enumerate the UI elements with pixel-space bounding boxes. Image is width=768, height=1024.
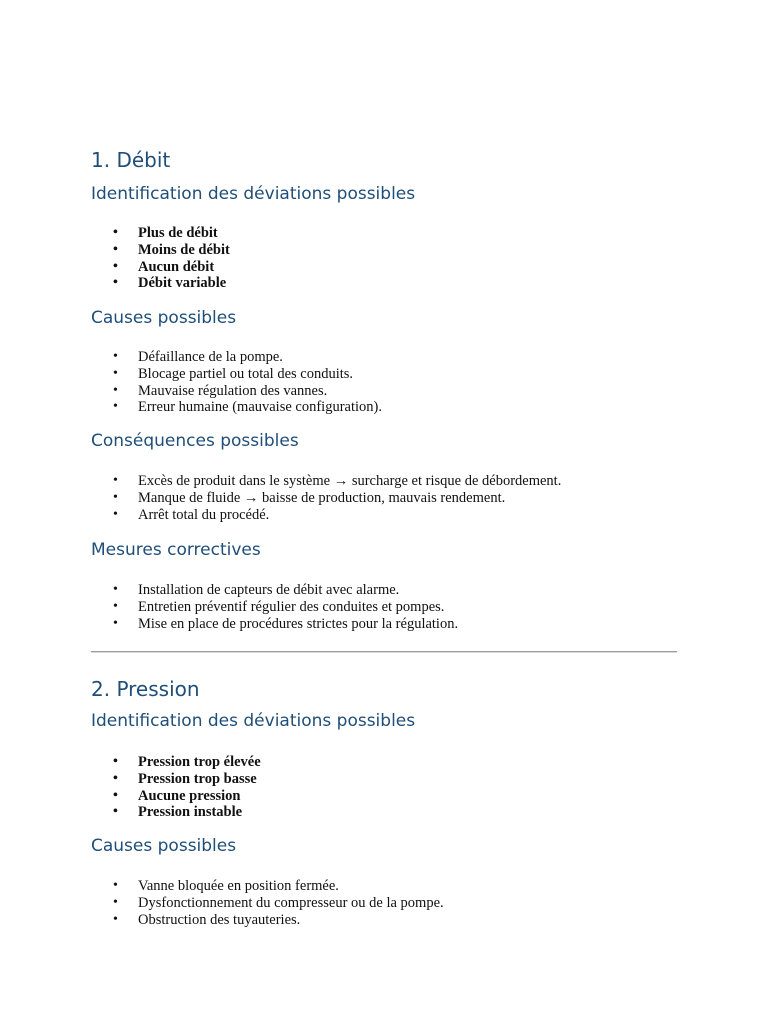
heading-measures: Mesures correctives (91, 540, 261, 560)
list-item: • Obstruction des tuyauteries. (91, 912, 444, 929)
list-item: • Arrêt total du procédé. (91, 507, 561, 524)
list-item: • Vanne bloquée en position fermée. (91, 878, 444, 895)
list-item: • Excès de produit dans le système → surcharge et risque de débordement. (91, 473, 561, 490)
list-item: • Installation de capteurs de débit avec alarme. (91, 582, 458, 599)
horizontal-divider (91, 651, 677, 653)
list-item: • Débit variable (91, 275, 230, 292)
heading-causes: Causes possibles (91, 836, 237, 856)
consequences-list (91, 473, 561, 523)
section-title-debit: 1. Débit (91, 148, 171, 172)
list-item: • Manque de fluide → baisse de production, mauvais rendement. (91, 490, 561, 507)
list-item: • Mise en place de procédures strictes pour la régulation. (91, 616, 458, 633)
list-item: • Défaillance de la pompe. (91, 349, 382, 366)
list-item: • Pression instable (91, 804, 261, 821)
heading-deviations: Identification des déviations possibles (91, 711, 416, 731)
deviations-list (91, 754, 261, 821)
causes-list (91, 878, 444, 928)
measures-list (91, 582, 458, 632)
heading-consequences: Conséquences possibles (91, 431, 299, 451)
heading-causes: Causes possibles (91, 308, 237, 328)
list-item: • Pression trop élevée (91, 754, 261, 771)
section-title-pression: 2. Pression (91, 677, 200, 701)
list-item: • Plus de débit (91, 225, 230, 242)
list-item: • Mauvaise régulation des vannes. (91, 383, 382, 400)
list-item: • Aucun débit (91, 259, 230, 276)
list-item: • Entretien préventif régulier des conduites et pompes. (91, 599, 458, 616)
list-item: • Blocage partiel ou total des conduits. (91, 366, 382, 383)
list-item: • Aucune pression (91, 788, 261, 805)
list-item: • Dysfonctionnement du compresseur ou de la pompe. (91, 895, 444, 912)
deviations-list (91, 225, 230, 292)
heading-deviations: Identification des déviations possibles (91, 184, 416, 204)
list-item: • Moins de débit (91, 242, 230, 259)
causes-list (91, 349, 382, 416)
list-item: • Erreur humaine (mauvaise configuration). (91, 399, 382, 416)
list-item: • Pression trop basse (91, 771, 261, 788)
